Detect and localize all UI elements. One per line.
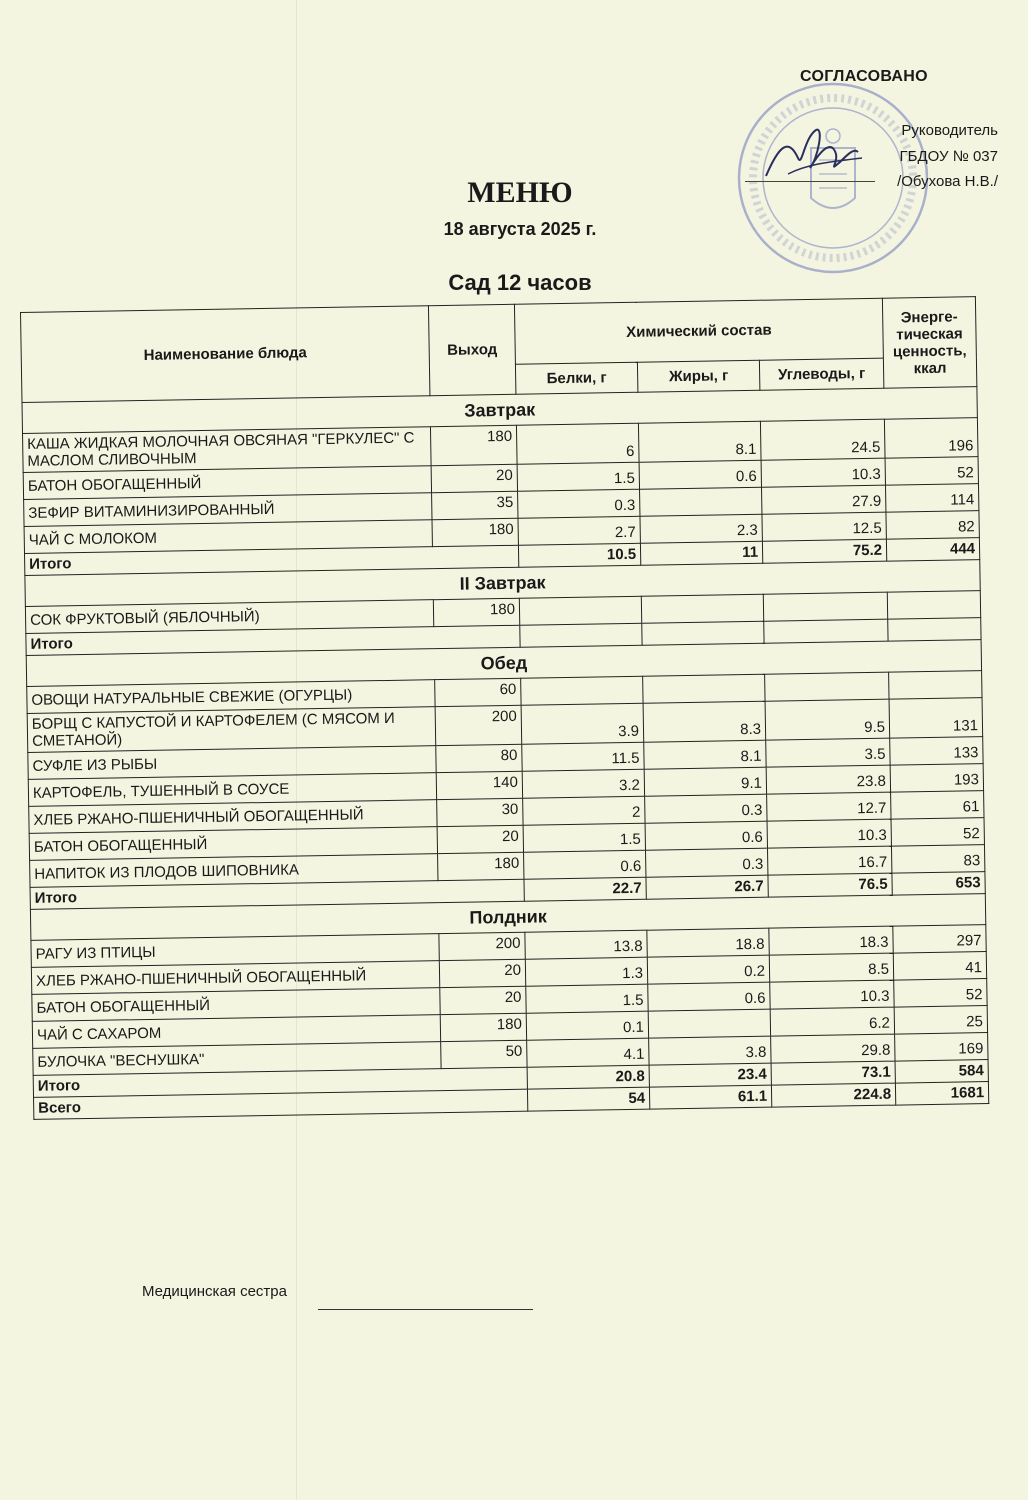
dish-protein: 0.6: [524, 850, 646, 879]
total-energy: 444: [886, 538, 979, 562]
dish-fat: 0.6: [639, 460, 761, 489]
dish-carbs: 23.8: [766, 765, 890, 794]
approval-name: /Обухова Н.В./: [897, 173, 998, 190]
total-protein: 22.7: [524, 877, 646, 901]
header-chem: Химический состав: [514, 298, 883, 364]
dish-output: 20: [439, 959, 525, 987]
dish-name: НАПИТОК ИЗ ПЛОДОВ ШИПОВНИКА: [30, 854, 438, 888]
total-label: Итого: [33, 1067, 527, 1097]
total-protein: [520, 623, 642, 647]
total-label: Итого: [30, 879, 524, 909]
dish-name: СОК ФРУКТОВЫЙ (ЯБЛОЧНЫЙ): [25, 600, 433, 634]
dish-name: БУЛОЧКА "ВЕСНУШКА": [33, 1042, 441, 1076]
dish-protein: 13.8: [525, 930, 647, 959]
total-carbs: 76.5: [768, 873, 892, 897]
total-energy: 653: [892, 872, 985, 896]
dish-fat: 18.8: [647, 928, 769, 957]
dish-energy: 131: [889, 698, 983, 739]
dish-carbs: 9.5: [765, 699, 890, 740]
dish-output: 50: [441, 1040, 527, 1068]
dish-energy: 25: [894, 1006, 987, 1035]
total-protein: 10.5: [518, 543, 640, 567]
dish-energy: 41: [893, 952, 986, 981]
dish-output: 60: [435, 678, 521, 706]
dish-carbs: 12.5: [762, 512, 886, 541]
dish-fat: 8.3: [643, 701, 766, 742]
dish-energy: 52: [885, 457, 978, 486]
dish-output: 180: [440, 1013, 526, 1041]
dish-name: РАГУ ИЗ ПТИЦЫ: [31, 934, 439, 968]
dish-energy: [889, 671, 982, 700]
dish-fat: 2.3: [640, 514, 762, 543]
dish-protein: 0.1: [526, 1011, 648, 1040]
dish-name: БАТОН ОБОГАЩЕННЫЙ: [32, 988, 440, 1022]
dish-carbs: 10.3: [767, 819, 891, 848]
dish-carbs: [763, 592, 887, 621]
dish-protein: 3.9: [521, 703, 644, 744]
dish-fat: 0.2: [647, 955, 769, 984]
dish-output: 200: [435, 705, 522, 745]
dish-output: 80: [436, 744, 522, 772]
total-carbs: 73.1: [771, 1061, 895, 1085]
grand-total-protein: 54: [527, 1087, 649, 1111]
dish-output: 140: [436, 771, 522, 799]
approval-title: СОГЛАСОВАНО: [800, 68, 928, 85]
dish-protein: 0.3: [518, 489, 640, 518]
total-fat: [642, 621, 764, 645]
total-protein: 20.8: [527, 1065, 649, 1089]
dish-carbs: 10.3: [761, 458, 885, 487]
group-label: Сад 12 часов: [448, 270, 592, 295]
dish-name: БАТОН ОБОГАЩЕННЫЙ: [29, 827, 437, 861]
dish-energy: [887, 591, 980, 620]
section-title: Полдник: [30, 894, 985, 941]
dish-name: ХЛЕБ РЖАНО-ПШЕНИЧНЫЙ ОБОГАЩЕННЫЙ: [29, 800, 437, 834]
total-label: Итого: [25, 545, 519, 575]
total-energy: 584: [895, 1060, 988, 1084]
dish-fat: [641, 594, 763, 623]
dish-carbs: 12.7: [767, 792, 891, 821]
total-fat: 11: [640, 541, 762, 565]
menu-table: [20, 296, 989, 1120]
dish-fat: [643, 674, 765, 703]
document-title: МЕНЮ: [467, 176, 573, 209]
dish-name: КАРТОФЕЛЬ, ТУШЕННЫЙ В СОУСЕ: [28, 773, 436, 807]
dish-energy: 52: [894, 979, 987, 1008]
approval-position: Руководитель: [901, 122, 998, 139]
dish-name: КАША ЖИДКАЯ МОЛОЧНАЯ ОВСЯНАЯ "ГЕРКУЛЕС" С МАСЛОМ СЛИВОЧНЫМ: [23, 427, 432, 473]
grand-total-carbs: 224.8: [771, 1083, 895, 1107]
dish-output: 30: [437, 798, 523, 826]
dish-output: 180: [438, 852, 524, 880]
document-date: 18 августа 2025 г.: [443, 219, 597, 239]
dish-protein: 6: [516, 423, 639, 464]
header-protein: Белки, г: [515, 362, 637, 394]
dish-energy: 82: [886, 511, 979, 540]
dish-energy: 52: [891, 818, 984, 847]
dish-output: 180: [433, 598, 519, 626]
dish-output: 180: [432, 518, 518, 546]
dish-carbs: 29.8: [771, 1034, 895, 1063]
dish-name: БОРЩ С КАПУСТОЙ И КАРТОФЕЛЕМ (С МЯСОМ И СМЕТАНОЙ): [27, 707, 436, 753]
dish-carbs: 18.3: [769, 926, 893, 955]
section-title: Завтрак: [22, 387, 977, 434]
dish-protein: 1.3: [525, 957, 647, 986]
dish-name: ОВОЩИ НАТУРАЛЬНЫЕ СВЕЖИЕ (ОГУРЦЫ): [27, 680, 435, 714]
dish-energy: 114: [886, 484, 979, 513]
section-title: II Завтрак: [25, 560, 980, 607]
dish-carbs: 10.3: [770, 980, 894, 1009]
dish-fat: 0.3: [645, 794, 767, 823]
grand-total-fat: 61.1: [649, 1085, 771, 1109]
dish-protein: 4.1: [527, 1038, 649, 1067]
menu-table-wrapper: [20, 296, 988, 1120]
header-name: Наименование блюда: [21, 306, 430, 403]
dish-energy: 83: [891, 845, 984, 874]
dish-carbs: 16.7: [767, 846, 891, 875]
total-label: Итого: [26, 625, 520, 655]
dish-protein: 2.7: [518, 516, 640, 545]
dish-carbs: 6.2: [770, 1007, 894, 1036]
grand-total-label: Всего: [34, 1089, 528, 1119]
dish-fat: [648, 1009, 770, 1038]
header-fat: Жиры, г: [637, 360, 759, 392]
dish-protein: [521, 676, 643, 705]
total-fat: 23.4: [649, 1063, 771, 1087]
total-fat: 26.7: [646, 875, 768, 899]
dish-fat: 8.1: [638, 421, 761, 462]
dish-name: ХЛЕБ РЖАНО-ПШЕНИЧНЫЙ ОБОГАЩЕННЫЙ: [31, 961, 439, 995]
dish-protein: 1.5: [523, 823, 645, 852]
dish-name: ЗЕФИР ВИТАМИНИЗИРОВАННЫЙ: [24, 493, 432, 527]
dish-output: 35: [432, 491, 518, 519]
dish-protein: 11.5: [522, 742, 644, 771]
dish-energy: 61: [891, 791, 984, 820]
nurse-label: Медицинская сестра: [142, 1283, 287, 1300]
menu-body: [22, 387, 989, 1120]
nurse-signature-line: [318, 1309, 533, 1310]
dish-output: 200: [439, 932, 525, 960]
dish-carbs: 8.5: [769, 953, 893, 982]
dish-protein: 3.2: [522, 769, 644, 798]
total-energy: [888, 618, 981, 642]
dish-name: СУФЛЕ ИЗ РЫБЫ: [28, 746, 436, 780]
total-carbs: [764, 619, 888, 643]
dish-protein: 1.5: [517, 462, 639, 491]
dish-fat: 8.1: [644, 740, 766, 769]
dish-fat: 0.3: [646, 848, 768, 877]
header-output: Выход: [428, 304, 515, 395]
dish-fat: 0.6: [648, 982, 770, 1011]
dish-name: ЧАЙ С САХАРОМ: [32, 1015, 440, 1049]
dish-fat: 0.6: [645, 821, 767, 850]
dish-output: 20: [437, 825, 523, 853]
dish-name: ЧАЙ С МОЛОКОМ: [24, 520, 432, 554]
dish-energy: 297: [893, 925, 986, 954]
dish-energy: 133: [890, 737, 983, 766]
dish-fat: [640, 487, 762, 516]
dish-carbs: 3.5: [766, 738, 890, 767]
dish-protein: 2: [523, 796, 645, 825]
dish-energy: 169: [895, 1033, 988, 1062]
dish-protein: 1.5: [526, 984, 648, 1013]
grand-total-energy: 1681: [895, 1082, 988, 1106]
dish-protein: [519, 596, 641, 625]
dish-energy: 196: [884, 418, 978, 459]
total-carbs: 75.2: [762, 539, 886, 563]
header-energy: Энерге-тическая ценность, ккал: [882, 297, 976, 389]
dish-fat: 3.8: [649, 1036, 771, 1065]
dish-fat: 9.1: [644, 767, 766, 796]
approval-org: ГБДОУ № 037: [899, 148, 998, 165]
dish-carbs: [765, 672, 889, 701]
dish-name: БАТОН ОБОГАЩЕННЫЙ: [23, 466, 431, 500]
header-carbs: Углеводы, г: [759, 358, 883, 390]
dish-output: 20: [431, 464, 517, 492]
dish-carbs: 24.5: [760, 419, 885, 460]
dish-energy: 193: [890, 764, 983, 793]
dish-carbs: 27.9: [762, 485, 886, 514]
section-title: Обед: [26, 640, 981, 687]
dish-output: 180: [430, 425, 517, 465]
dish-output: 20: [440, 986, 526, 1014]
